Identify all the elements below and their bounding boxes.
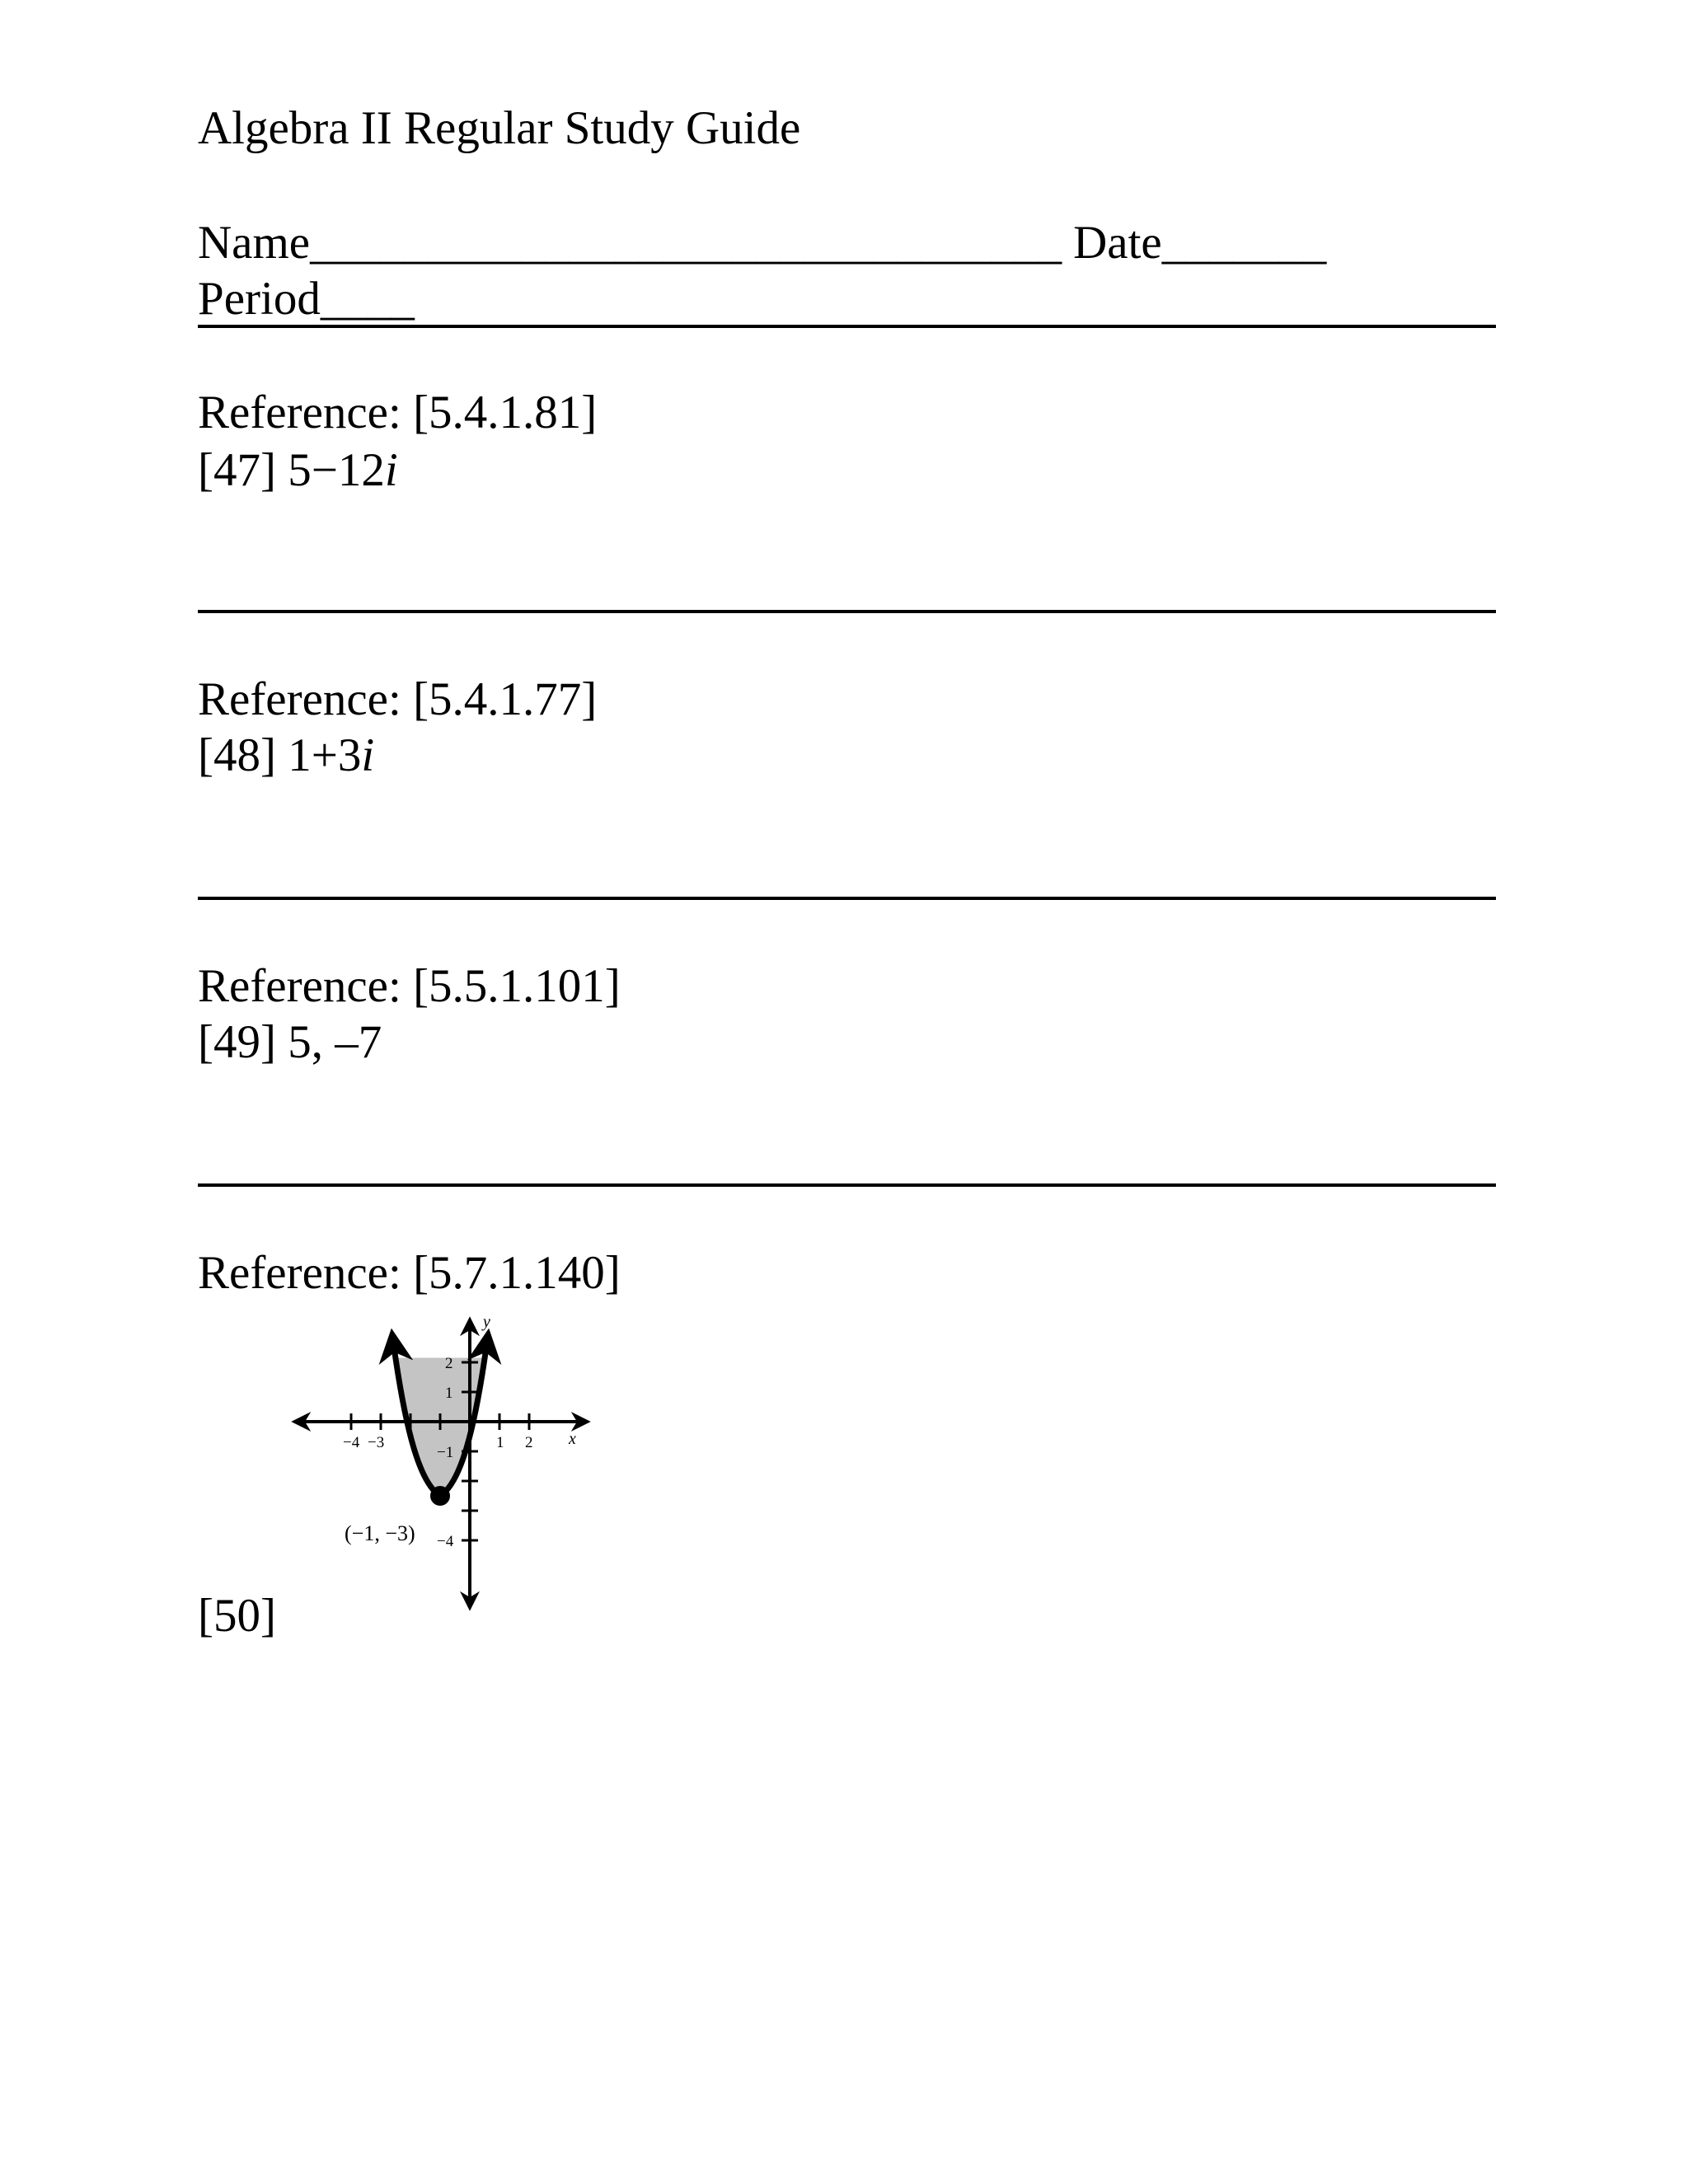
answer-47 xyxy=(198,444,398,496)
period-field[interactable]: Period____ xyxy=(198,273,415,325)
question-number: [47] xyxy=(198,444,276,496)
answer-value: 5, –7 xyxy=(288,1016,382,1068)
reference-48: Reference: [5.4.1.77] xyxy=(198,673,598,725)
section-divider xyxy=(198,610,1496,613)
question-number: [49] xyxy=(198,1016,276,1068)
document-title: Algebra II Regular Study Guide xyxy=(198,102,801,154)
name-field[interactable] xyxy=(198,217,1327,269)
date-label: Date_______ xyxy=(1073,217,1327,269)
question-number-50: [50] xyxy=(198,1590,276,1642)
answer-value: 5−12i xyxy=(288,444,398,496)
y-axis-label: y xyxy=(483,1313,490,1331)
reference-50: Reference: [5.7.1.140] xyxy=(198,1247,621,1299)
question-number: [48] xyxy=(198,729,276,781)
section-divider xyxy=(198,897,1496,900)
reference-47: Reference: [5.4.1.81] xyxy=(198,387,598,438)
section-divider xyxy=(198,1183,1496,1187)
parabola-graph xyxy=(280,1310,602,1624)
name-label: Name________________________________ xyxy=(198,217,1062,269)
answer-49 xyxy=(198,1016,382,1068)
reference-49: Reference: [5.5.1.101] xyxy=(198,960,621,1012)
x-tick-label: 2 xyxy=(525,1434,533,1451)
y-tick-label: −4 xyxy=(437,1533,454,1550)
x-axis-label: x xyxy=(569,1430,576,1448)
vertex-point xyxy=(430,1486,450,1506)
x-tick-label: 1 xyxy=(496,1434,504,1451)
x-tick-label: −4 xyxy=(343,1434,360,1451)
y-tick-label: 2 xyxy=(445,1355,453,1372)
vertex-label: (−1, −3) xyxy=(345,1521,415,1545)
answer-value: 1+3i xyxy=(288,729,375,781)
answer-48 xyxy=(198,729,375,781)
x-tick-label: −3 xyxy=(368,1434,385,1451)
y-tick-label: −1 xyxy=(437,1444,454,1461)
header-divider xyxy=(198,325,1496,328)
y-tick-label: 1 xyxy=(445,1385,453,1402)
